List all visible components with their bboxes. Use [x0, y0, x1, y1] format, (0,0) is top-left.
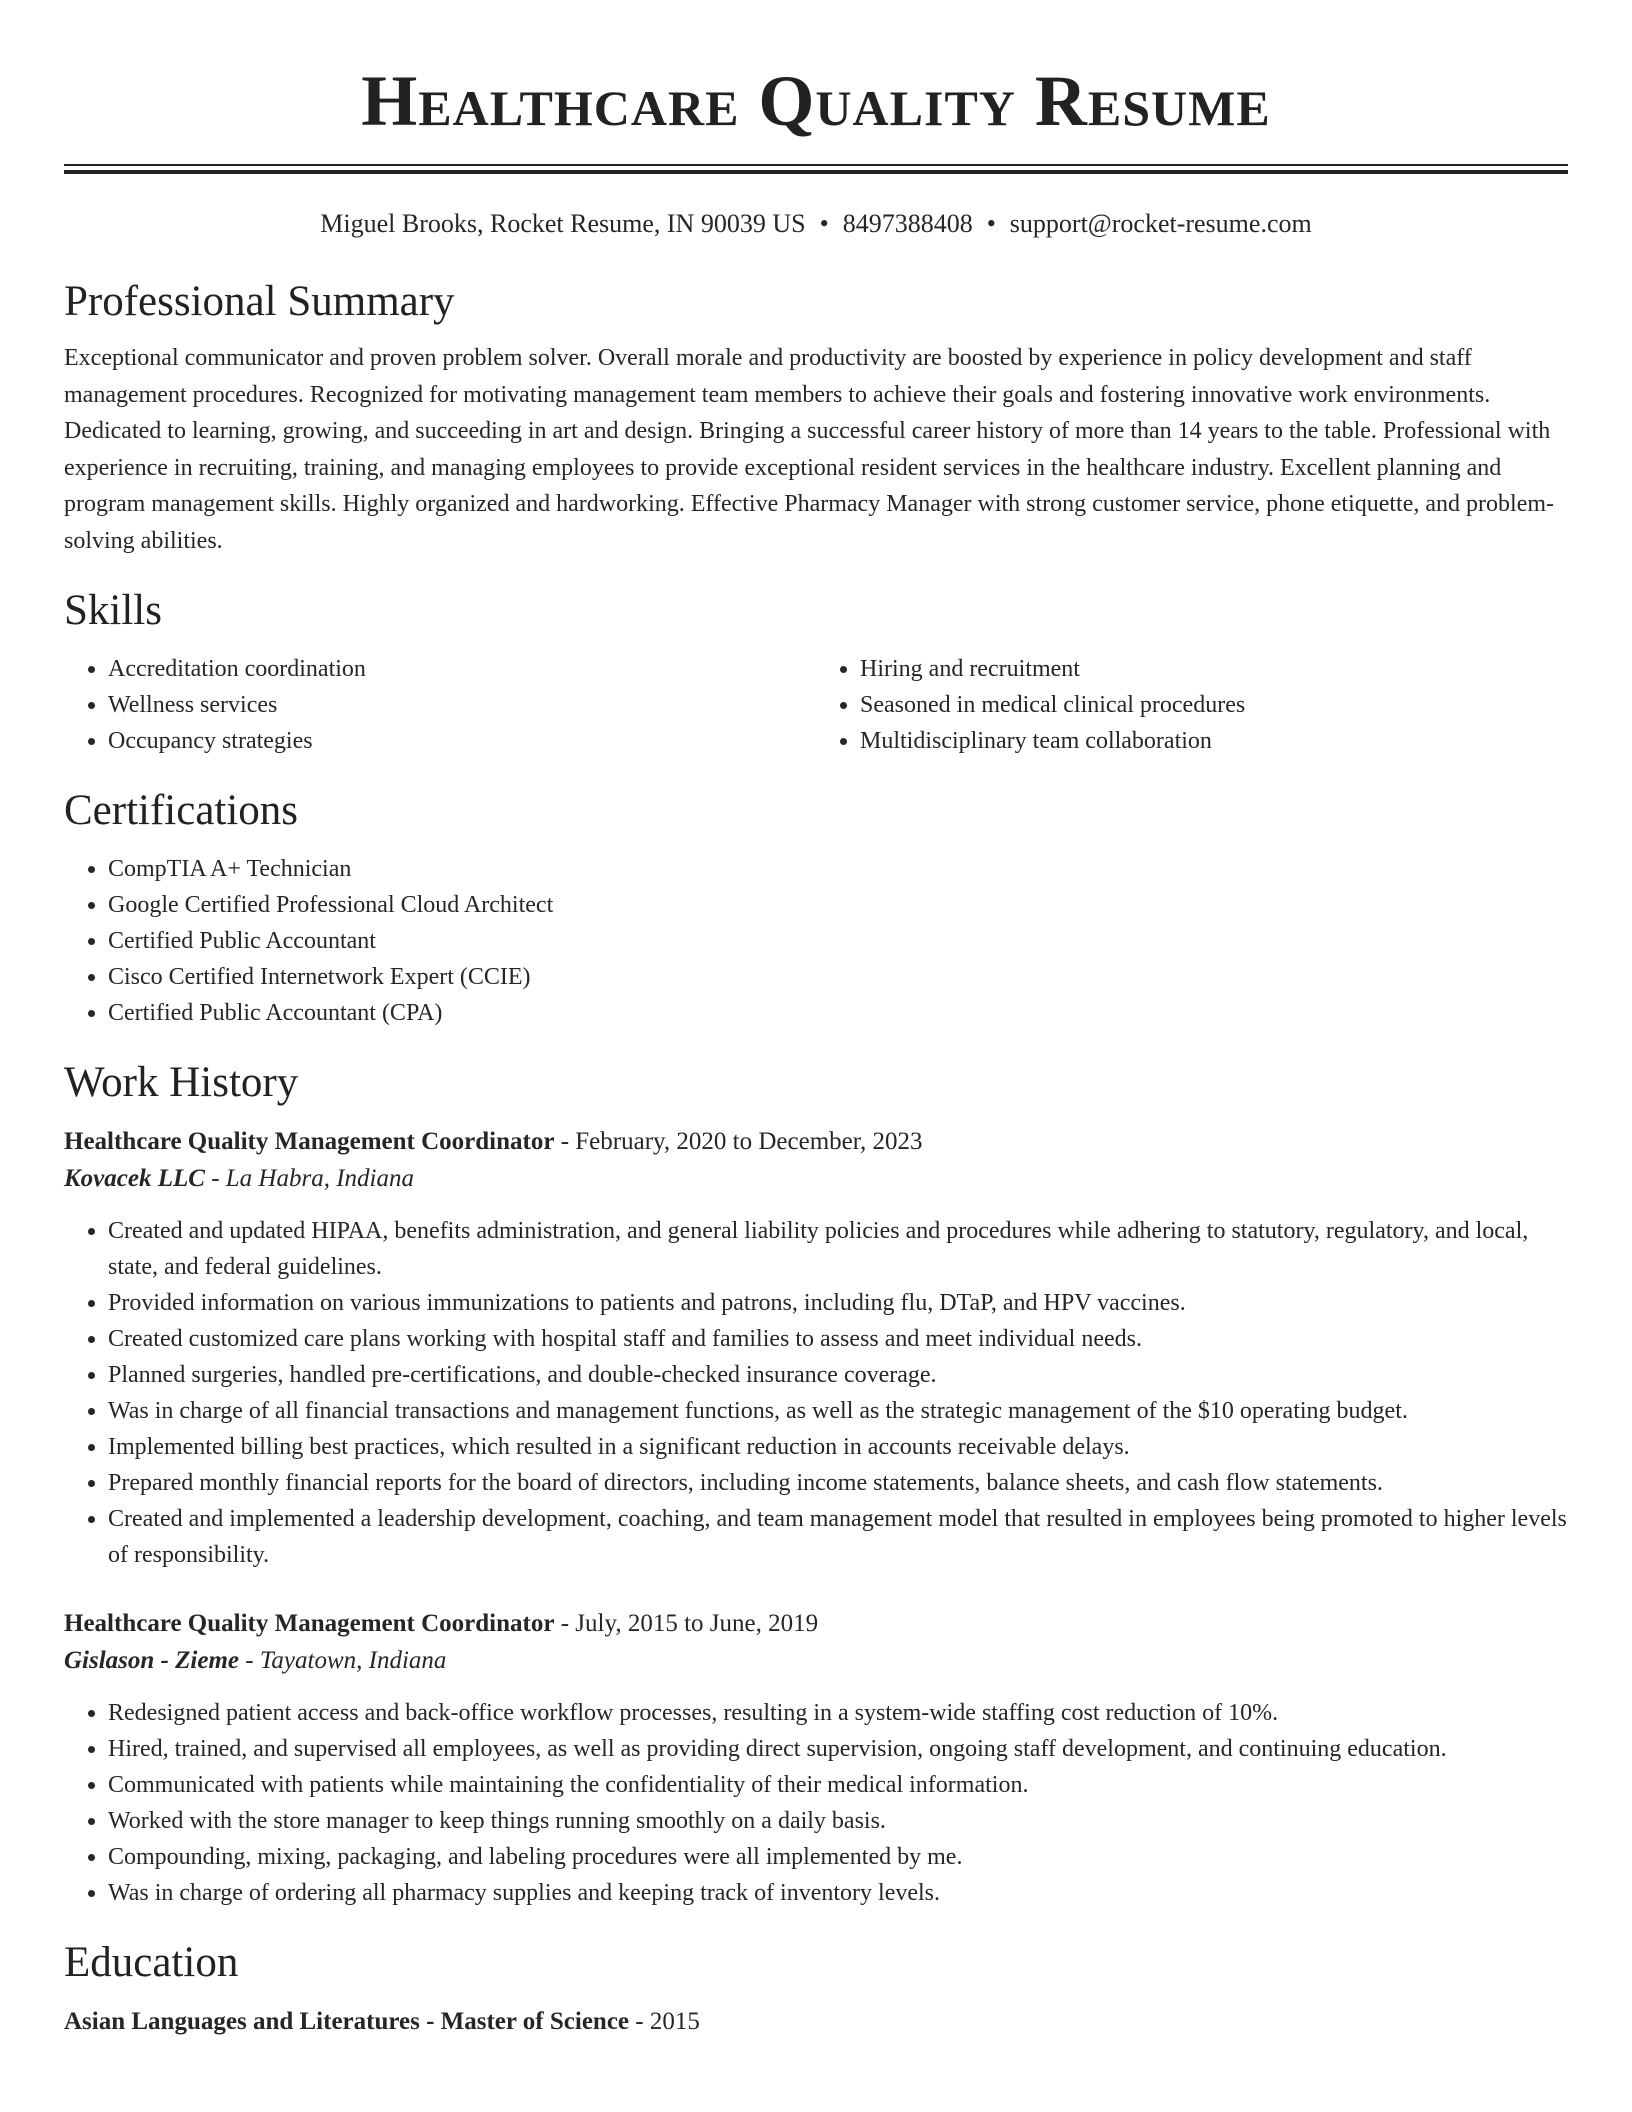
job-bullet: • Redesigned patient access and back-office workflow processes, resulting in a system-wide staffing cost reduction of 10%. — [108, 1695, 1568, 1731]
contact-phone: 8497388408 — [842, 209, 973, 238]
work-history-section — [64, 1057, 1568, 1911]
skills-section — [64, 585, 1568, 759]
job-bullet: • Was in charge of ordering all pharmacy supplies and keeping track of inventory levels. — [108, 1875, 1568, 1911]
skills-left-list — [64, 651, 816, 759]
skill-item: • Hiring and recruitment — [860, 651, 1568, 687]
contact-line — [64, 206, 1568, 242]
job-bullet: • Prepared monthly financial reports for the board of directors, including income statements, balance sheets, and cash flow statements. — [108, 1465, 1568, 1501]
job-employer — [64, 1160, 1568, 1197]
skill-item: • Occupancy strategies — [108, 723, 816, 759]
contact-separator: • — [819, 209, 829, 238]
summary-heading: Professional Summary — [64, 278, 455, 325]
job-employer — [64, 1642, 1568, 1679]
job-bullet: • Created and updated HIPAA, benefits administration, and general liability policies and procedures while adhering to statutory, regulatory, and local, state, and federal guidelines. — [108, 1213, 1568, 1285]
skills-heading: Skills — [64, 587, 162, 634]
resume-title: Healthcare Quality Resume — [361, 61, 1271, 141]
education-year: - 2015 — [629, 2008, 700, 2035]
certification-item: • Certified Public Accountant (CPA) — [108, 995, 1568, 1031]
skill-item: • Accreditation coordination — [108, 651, 816, 687]
education-heading: Education — [64, 1939, 239, 1986]
job-company: Gislason - Zieme — [64, 1647, 239, 1674]
education-section — [64, 1937, 1568, 2040]
education-degree: Asian Languages and Literatures - Master of Science — [64, 2008, 630, 2035]
job-header — [64, 1605, 1568, 1642]
certification-item: • Cisco Certified Internetwork Expert (CCIE) — [108, 959, 1568, 995]
job-title: Healthcare Quality Management Coordinator — [64, 1128, 555, 1155]
job-bullet: • Planned surgeries, handled pre-certifications, and double-checked insurance coverage. — [108, 1357, 1568, 1393]
job-location: - Tayatown, Indiana — [239, 1647, 447, 1674]
skill-item: • Seasoned in medical clinical procedures — [860, 687, 1568, 723]
job-entry — [64, 1605, 1568, 1911]
certification-item: • Certified Public Accountant — [108, 923, 1568, 959]
summary-section — [64, 276, 1568, 559]
job-bullet: • Created and implemented a leadership development, coaching, and team management model that resulted in employees being promoted to higher levels of responsibility. — [108, 1501, 1568, 1573]
education-entry — [64, 2003, 1568, 2040]
job-company: Kovacek LLC — [64, 1165, 205, 1192]
skill-item: • Multidisciplinary team collaboration — [860, 723, 1568, 759]
contact-email[interactable]: support@rocket-resume.com — [1009, 209, 1312, 238]
job-dates: - February, 2020 to December, 2023 — [554, 1128, 923, 1155]
job-bullet: • Created customized care plans working with hospital staff and families to assess and meet individual needs. — [108, 1321, 1568, 1357]
contact-separator: • — [986, 209, 996, 238]
job-bullets — [64, 1695, 1568, 1911]
job-bullet: • Worked with the store manager to keep things running smoothly on a daily basis. — [108, 1803, 1568, 1839]
certification-item: • Google Certified Professional Cloud Architect — [108, 887, 1568, 923]
work-history-heading: Work History — [64, 1059, 299, 1106]
job-title: Healthcare Quality Management Coordinator — [64, 1610, 555, 1637]
job-bullet: • Implemented billing best practices, which resulted in a significant reduction in accounts receivable delays. — [108, 1429, 1568, 1465]
skills-right-list — [816, 651, 1568, 759]
certifications-list — [64, 851, 1568, 1031]
certifications-section — [64, 785, 1568, 1031]
job-entry — [64, 1123, 1568, 1573]
job-dates: - July, 2015 to June, 2019 — [554, 1610, 819, 1637]
summary-text: Exceptional communicator and proven problem solver. Overall morale and productivity are boosted by experience in policy development and staff management procedures. Recognized for motivating management team members to achieve their goals and fostering innovative work environments. Dedicated to learning, growing, and succeeding in art and design. Bringing a successful career history of more than 14 years to the table. Professional with experience in recruiting, training, and managing employees to provide exceptional resident services in the healthcare industry. Excellent planning and program management skills. Highly organized and hardworking. Effective Pharmacy Manager with strong customer service, phone etiquette, and problem-solving abilities. — [64, 345, 1555, 554]
skills-columns — [64, 651, 1568, 759]
job-bullets — [64, 1213, 1568, 1573]
job-bullet: • Communicated with patients while maintaining the confidentiality of their medical information. — [108, 1767, 1568, 1803]
job-location: - La Habra, Indiana — [204, 1165, 414, 1192]
job-bullet: • Compounding, mixing, packaging, and labeling procedures were all implemented by me. — [108, 1839, 1568, 1875]
contact-address: Miguel Brooks, Rocket Resume, IN 90039 US — [320, 209, 806, 238]
title-double-rule — [64, 164, 1568, 174]
job-bullet: • Hired, trained, and supervised all employees, as well as providing direct supervision, ongoing staff development, and continuing education. — [108, 1731, 1568, 1767]
job-bullet: • Was in charge of all financial transactions and management functions, as well as the strategic management of the $10 operating budget. — [108, 1393, 1568, 1429]
job-bullet: • Provided information on various immunizations to patients and patrons, including flu, DTaP, and HPV vaccines. — [108, 1285, 1568, 1321]
certifications-heading: Certifications — [64, 787, 299, 834]
certification-item: • CompTIA A+ Technician — [108, 851, 1568, 887]
skill-item: • Wellness services — [108, 687, 816, 723]
job-header — [64, 1123, 1568, 1160]
